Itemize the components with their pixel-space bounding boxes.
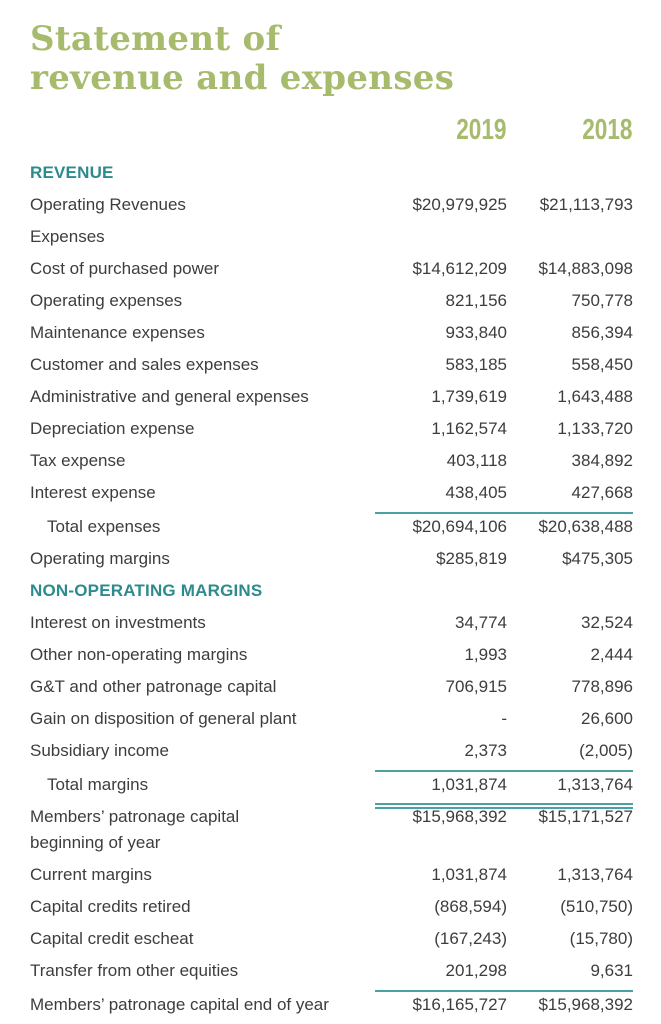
value-2018: (2,005) <box>579 741 633 760</box>
value-2019: 1,993 <box>464 645 507 664</box>
value-2019: 1,739,619 <box>431 387 507 406</box>
row-label: Subsidiary income <box>30 741 169 760</box>
row-label: Expenses <box>30 227 105 246</box>
page-title <box>30 20 633 98</box>
row-values <box>375 926 633 952</box>
row-label: Capital credits retired <box>30 897 191 916</box>
row-values <box>375 894 633 920</box>
row-values <box>375 674 633 700</box>
value-2018: 9,631 <box>590 961 633 980</box>
value-2019: 1,031,874 <box>431 775 507 794</box>
row-label: Current margins <box>30 865 152 884</box>
row-values <box>375 192 633 218</box>
value-2019: 706,915 <box>445 677 507 696</box>
value-2019: $285,819 <box>436 549 507 568</box>
row-label: Total margins <box>47 775 149 794</box>
value-2019: $20,979,925 <box>412 195 507 214</box>
value-2018: 778,896 <box>571 677 633 696</box>
table-row <box>30 800 633 858</box>
table-row <box>30 766 633 800</box>
value-2019: - <box>501 709 507 728</box>
table-row <box>30 606 633 638</box>
table-row <box>30 380 633 412</box>
value-2018: 750,778 <box>571 291 633 310</box>
table-row <box>30 638 633 670</box>
row-label: Other non-operating margins <box>30 645 248 664</box>
row-label: Interest expense <box>30 483 156 502</box>
table-row <box>30 986 633 1020</box>
row-label: Tax expense <box>30 451 126 470</box>
value-2018: 2,444 <box>590 645 633 664</box>
row-values <box>375 384 633 410</box>
row-label: Transfer from other equities <box>30 961 239 980</box>
table-row <box>30 284 633 316</box>
value-2019: $15,968,392 <box>412 807 507 826</box>
row-values <box>375 416 633 442</box>
value-2018: (510,750) <box>560 897 633 916</box>
value-2018: 32,524 <box>581 613 633 632</box>
table-row <box>30 252 633 284</box>
row-values <box>375 352 633 378</box>
value-2018: $15,968,392 <box>538 995 633 1014</box>
value-2018: 1,313,764 <box>557 775 633 794</box>
column-headers <box>375 114 633 146</box>
row-label: Members’ patronage capital end of year <box>30 995 329 1014</box>
table-row <box>30 922 633 954</box>
value-2018: $21,113,793 <box>539 195 633 214</box>
value-2018: 1,643,488 <box>557 387 633 406</box>
column-header-2018: 2018 <box>582 114 633 146</box>
row-values <box>375 642 633 668</box>
column-header-2019: 2019 <box>456 114 507 146</box>
row-values <box>375 256 633 282</box>
table-row <box>30 954 633 986</box>
table-row <box>30 734 633 766</box>
table-row <box>30 542 633 574</box>
value-2018: 856,394 <box>571 323 633 342</box>
row-label: Operating margins <box>30 549 170 568</box>
row-values <box>375 546 633 572</box>
row-values <box>375 990 633 1018</box>
table-row <box>30 508 633 542</box>
row-label: Interest on investments <box>30 613 206 632</box>
row-label: Cost of purchased power <box>30 259 219 278</box>
value-2019: 438,405 <box>445 483 507 502</box>
table-row <box>30 412 633 444</box>
value-2018: $14,883,098 <box>538 259 633 278</box>
row-label: Total expenses <box>47 517 161 536</box>
row-label: Operating Revenues <box>30 195 186 214</box>
value-2018: 427,668 <box>571 483 633 502</box>
value-2018: (15,780) <box>569 929 633 948</box>
row-label: Operating expenses <box>30 291 183 310</box>
table-row <box>30 670 633 702</box>
row-values <box>375 320 633 346</box>
table-row <box>30 476 633 508</box>
row-label: Customer and sales expenses <box>30 355 259 374</box>
value-2018: $15,171,527 <box>538 807 633 826</box>
value-2019: (167,243) <box>434 929 507 948</box>
row-label: G&T and other patronage capital <box>30 677 277 696</box>
row-values <box>375 610 633 636</box>
value-2019: 583,185 <box>445 355 507 374</box>
value-2019: $16,165,727 <box>412 995 507 1014</box>
row-values <box>375 738 633 764</box>
row-label: Gain on disposition of general plant <box>30 709 297 728</box>
value-2019: $14,612,209 <box>412 259 507 278</box>
row-values <box>375 958 633 984</box>
section-row <box>30 574 633 606</box>
row-label: Members’ patronage capital beginning of year <box>30 804 375 856</box>
value-2018: $475,305 <box>562 549 633 568</box>
value-2019: 2,373 <box>464 741 507 760</box>
table-row <box>30 316 633 348</box>
row-values <box>375 770 633 798</box>
table-row <box>30 348 633 380</box>
row-values <box>375 862 633 888</box>
row-label-line2: beginning of year <box>30 833 161 852</box>
value-2019: 821,156 <box>445 291 507 310</box>
table-row <box>30 858 633 890</box>
row-values <box>375 706 633 732</box>
row-values <box>375 288 633 314</box>
table-row <box>30 220 633 252</box>
value-2019: 1,162,574 <box>431 419 507 438</box>
value-2018: 558,450 <box>571 355 633 374</box>
table-row <box>30 444 633 476</box>
section-heading: REVENUE <box>30 163 114 182</box>
value-2019: 403,118 <box>446 451 507 470</box>
value-2019: 201,298 <box>445 961 507 980</box>
table-row <box>30 188 633 220</box>
row-label: Depreciation expense <box>30 419 195 438</box>
page-title-line1: Statement of <box>30 19 281 59</box>
value-2019: $20,694,106 <box>412 517 507 536</box>
value-2019: 1,031,874 <box>431 865 507 884</box>
value-2018: 384,892 <box>571 451 633 470</box>
section-row <box>30 156 633 188</box>
row-values <box>375 512 633 540</box>
row-label: Administrative and general expenses <box>30 387 309 406</box>
table-row <box>30 702 633 734</box>
row-values <box>375 804 633 830</box>
section-heading: NON-OPERATING MARGINS <box>30 581 263 600</box>
value-2018: 26,600 <box>581 709 633 728</box>
table-row <box>30 890 633 922</box>
page-title-line2: revenue and expenses <box>30 58 455 98</box>
value-2018: 1,133,720 <box>557 419 633 438</box>
value-2018: $20,638,488 <box>538 517 633 536</box>
value-2019: (868,594) <box>434 897 507 916</box>
row-label: Capital credit escheat <box>30 929 194 948</box>
row-label: Maintenance expenses <box>30 323 205 342</box>
row-values <box>375 448 633 474</box>
value-2019: 34,774 <box>455 613 507 632</box>
value-2019: 933,840 <box>445 323 507 342</box>
row-values <box>375 480 633 506</box>
value-2018: 1,313,764 <box>557 865 633 884</box>
statement-table <box>30 156 633 1020</box>
column-header-row <box>30 114 633 146</box>
